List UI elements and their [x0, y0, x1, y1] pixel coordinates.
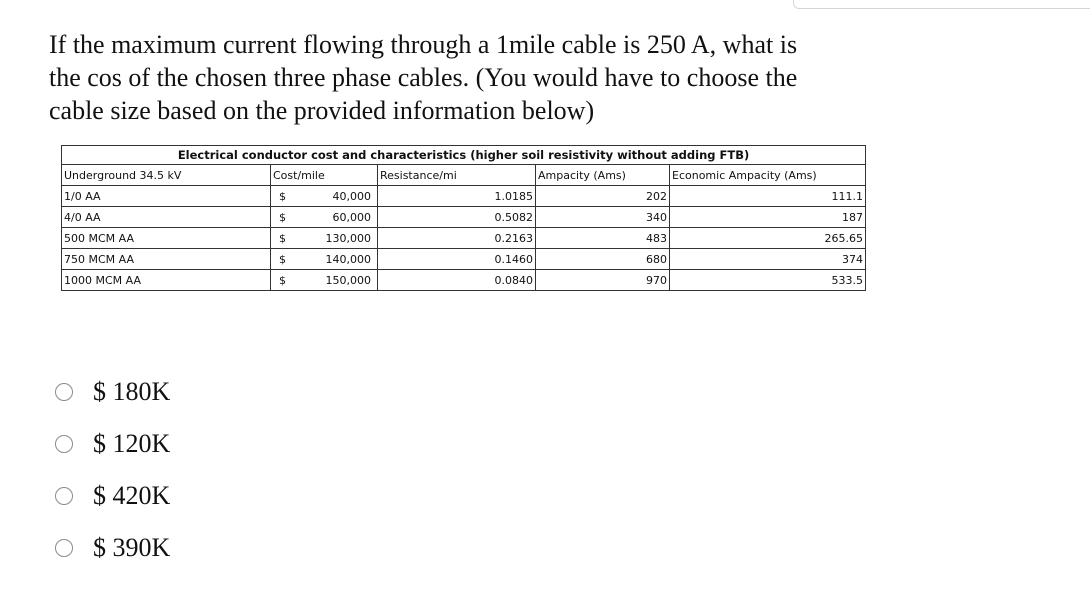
cell-ampacity: 483: [536, 228, 670, 249]
cell-economic: 187: [670, 207, 866, 228]
radio-button[interactable]: [55, 383, 73, 401]
answer-options: [55, 366, 170, 574]
cell-ampacity: 340: [536, 207, 670, 228]
table-row: [62, 249, 866, 270]
cell-ampacity: 202: [536, 186, 670, 207]
answer-label: $ 390K: [93, 533, 171, 562]
answer-label: $ 180K: [93, 377, 171, 406]
cell-ampacity: 970: [536, 270, 670, 291]
header-resistance: Resistance/mi: [378, 165, 536, 186]
cell-ampacity: 680: [536, 249, 670, 270]
cell-name: 1/0 AA: [62, 186, 271, 207]
cell-economic: 111.1: [670, 186, 866, 207]
table-title: Electrical conductor cost and characteristics (higher soil resistivity without adding FTB): [62, 146, 866, 165]
header-cost: Cost/mile: [271, 165, 378, 186]
cell-cost: 40,000: [311, 186, 378, 207]
cell-cost: 130,000: [311, 228, 378, 249]
cell-name: 4/0 AA: [62, 207, 271, 228]
table-title-row: [62, 146, 866, 165]
cell-resistance: 0.5082: [378, 207, 536, 228]
header-ampacity: Ampacity (Ams): [536, 165, 670, 186]
cell-dollar: $: [271, 186, 311, 207]
cell-dollar: $: [271, 249, 311, 270]
answer-label: $ 120K: [93, 429, 171, 458]
cell-resistance: 1.0185: [378, 186, 536, 207]
cell-dollar: $: [271, 270, 311, 291]
radio-button[interactable]: [55, 435, 73, 453]
question-text: [49, 28, 879, 127]
cell-cost: 150,000: [311, 270, 378, 291]
cell-name: 1000 MCM AA: [62, 270, 271, 291]
cell-name: 750 MCM AA: [62, 249, 271, 270]
table-row: [62, 186, 866, 207]
question-line-1: If the maximum current flowing through a 1mile cable is 250 A, what is: [49, 30, 798, 59]
cell-economic: 533.5: [670, 270, 866, 291]
cell-resistance: 0.0840: [378, 270, 536, 291]
answer-option-420k[interactable]: [55, 470, 170, 522]
header-name: Underground 34.5 kV: [62, 165, 271, 186]
cell-dollar: $: [271, 207, 311, 228]
radio-button[interactable]: [55, 539, 73, 557]
cell-cost: 60,000: [311, 207, 378, 228]
question-line-3: cable size based on the provided information below): [49, 96, 595, 125]
answer-label: $ 420K: [93, 481, 171, 510]
cell-dollar: $: [271, 228, 311, 249]
answer-option-390k[interactable]: [55, 522, 170, 574]
table-header-row: [62, 165, 866, 186]
radio-button[interactable]: [55, 487, 73, 505]
answer-option-180k[interactable]: [55, 366, 170, 418]
conductor-table: [61, 145, 866, 291]
table-row: [62, 270, 866, 291]
cell-name: 500 MCM AA: [62, 228, 271, 249]
question-line-2: the cos of the chosen three phase cables. (You would have to choose the: [49, 63, 798, 92]
conductor-table-container: [61, 145, 865, 291]
cell-resistance: 0.1460: [378, 249, 536, 270]
cell-economic: 265.65: [670, 228, 866, 249]
cell-cost: 140,000: [311, 249, 378, 270]
header-economic: Economic Ampacity (Ams): [670, 165, 866, 186]
table-row: [62, 228, 866, 249]
cell-economic: 374: [670, 249, 866, 270]
cell-resistance: 0.2163: [378, 228, 536, 249]
answer-option-120k[interactable]: [55, 418, 170, 470]
table-row: [62, 207, 866, 228]
top-panel-edge: [793, 0, 1090, 9]
